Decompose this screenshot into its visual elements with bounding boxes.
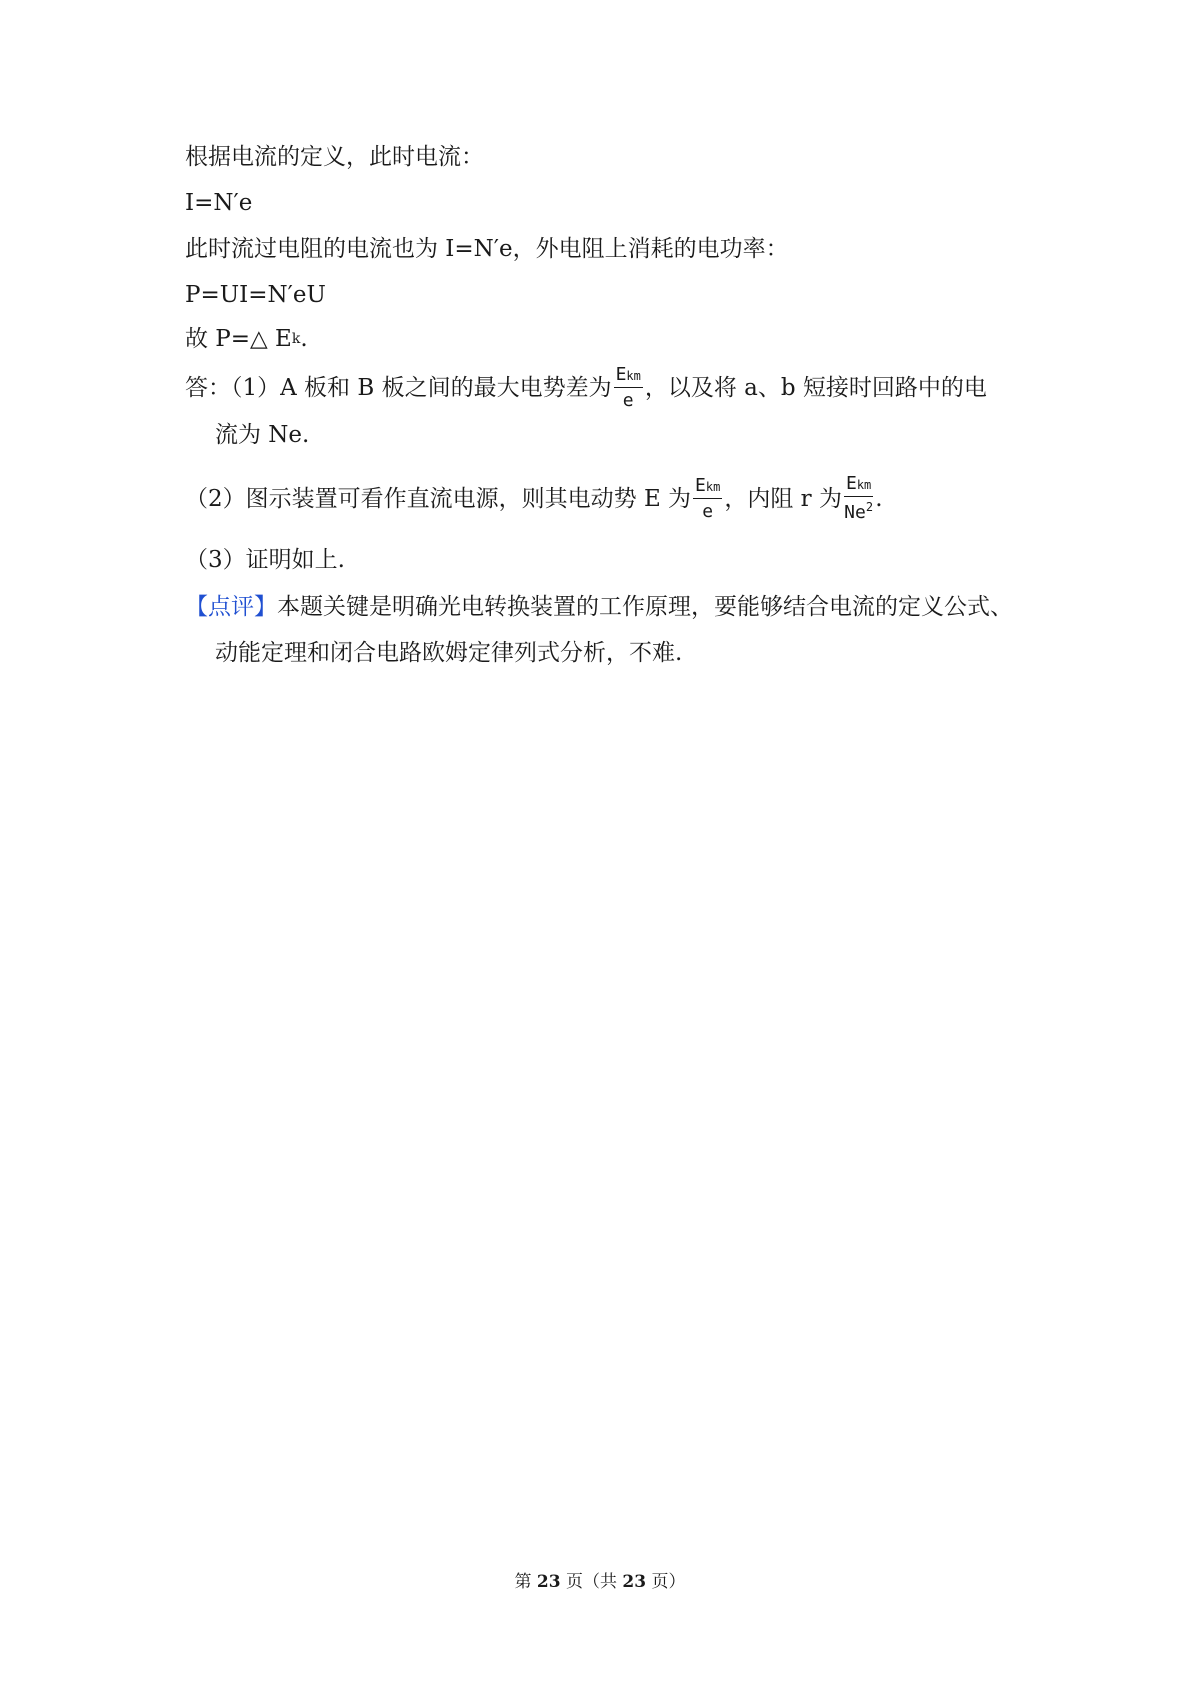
comment-tag: 【点评】 [185, 594, 277, 620]
answer-line-1 [185, 366, 1030, 410]
answer-2-mid: ，内阻 r 为 [724, 485, 842, 512]
text-line-current-definition [185, 140, 1030, 174]
text-line-resistor-power [185, 232, 1030, 266]
answer-line-2 [185, 475, 1030, 522]
fraction-ekm-over-e [614, 366, 643, 410]
comment-line-2 [215, 636, 1030, 670]
footer-post: 页） [646, 1572, 686, 1592]
equation-current: I=N′e [185, 190, 253, 216]
answer-2-pre: （2）图示装置可看作直流电源，则其电动势 E 为 [185, 485, 692, 512]
comment-text-1: 本题关键是明确光电转换装置的工作原理，要能够结合电流的定义公式、 [277, 594, 1013, 620]
fraction-numerator: Ekm [614, 366, 643, 388]
answer-1-pre: 答：（1）A 板和 B 板之间的最大电势差为 [185, 375, 612, 401]
equation-line-conclusion [185, 322, 1030, 356]
fraction-internal-resistance [844, 475, 873, 522]
equation-power: P=UI=N′eU [185, 282, 326, 308]
equation-line-current [185, 186, 1030, 220]
comment-line-1 [185, 590, 1030, 624]
answer-line-3 [185, 543, 1030, 577]
answer-1-post: ，以及将 a、b 短接时回路中的电 [644, 375, 987, 401]
equation-conclusion-subscript: k [291, 331, 301, 347]
fraction-denominator: e [622, 390, 634, 411]
fraction-denominator: e [702, 500, 714, 522]
fraction-numerator: Ekm [693, 477, 722, 499]
answer-1-continued: 流为 Ne. [215, 422, 310, 448]
text-current-definition: 根据电流的定义，此时电流： [185, 144, 484, 170]
footer-page-number: 23 [536, 1572, 561, 1592]
answer-3: （3）证明如上. [185, 547, 345, 573]
footer-total-pages: 23 [622, 1572, 647, 1592]
equation-conclusion-pre: 故 P=△ E [185, 326, 292, 352]
text-resistor-power: 此时流过电阻的电流也为 I=N′e，外电阻上消耗的电功率： [185, 236, 789, 262]
comment-text-2: 动能定理和闭合电路欧姆定律列式分析，不难. [215, 640, 683, 666]
page-footer [0, 1570, 1200, 1594]
equation-conclusion-post: . [300, 326, 308, 352]
footer-pre: 第 [514, 1572, 537, 1592]
footer-mid: 页（共 [560, 1572, 623, 1592]
fraction-numerator: Ekm [844, 475, 873, 497]
answer-2-post: . [875, 485, 883, 512]
fraction-emf [693, 474, 722, 522]
equation-line-power [185, 278, 1030, 312]
answer-line-1-continued [215, 418, 1030, 452]
fraction-denominator: Ne$^2$ [844, 500, 874, 523]
